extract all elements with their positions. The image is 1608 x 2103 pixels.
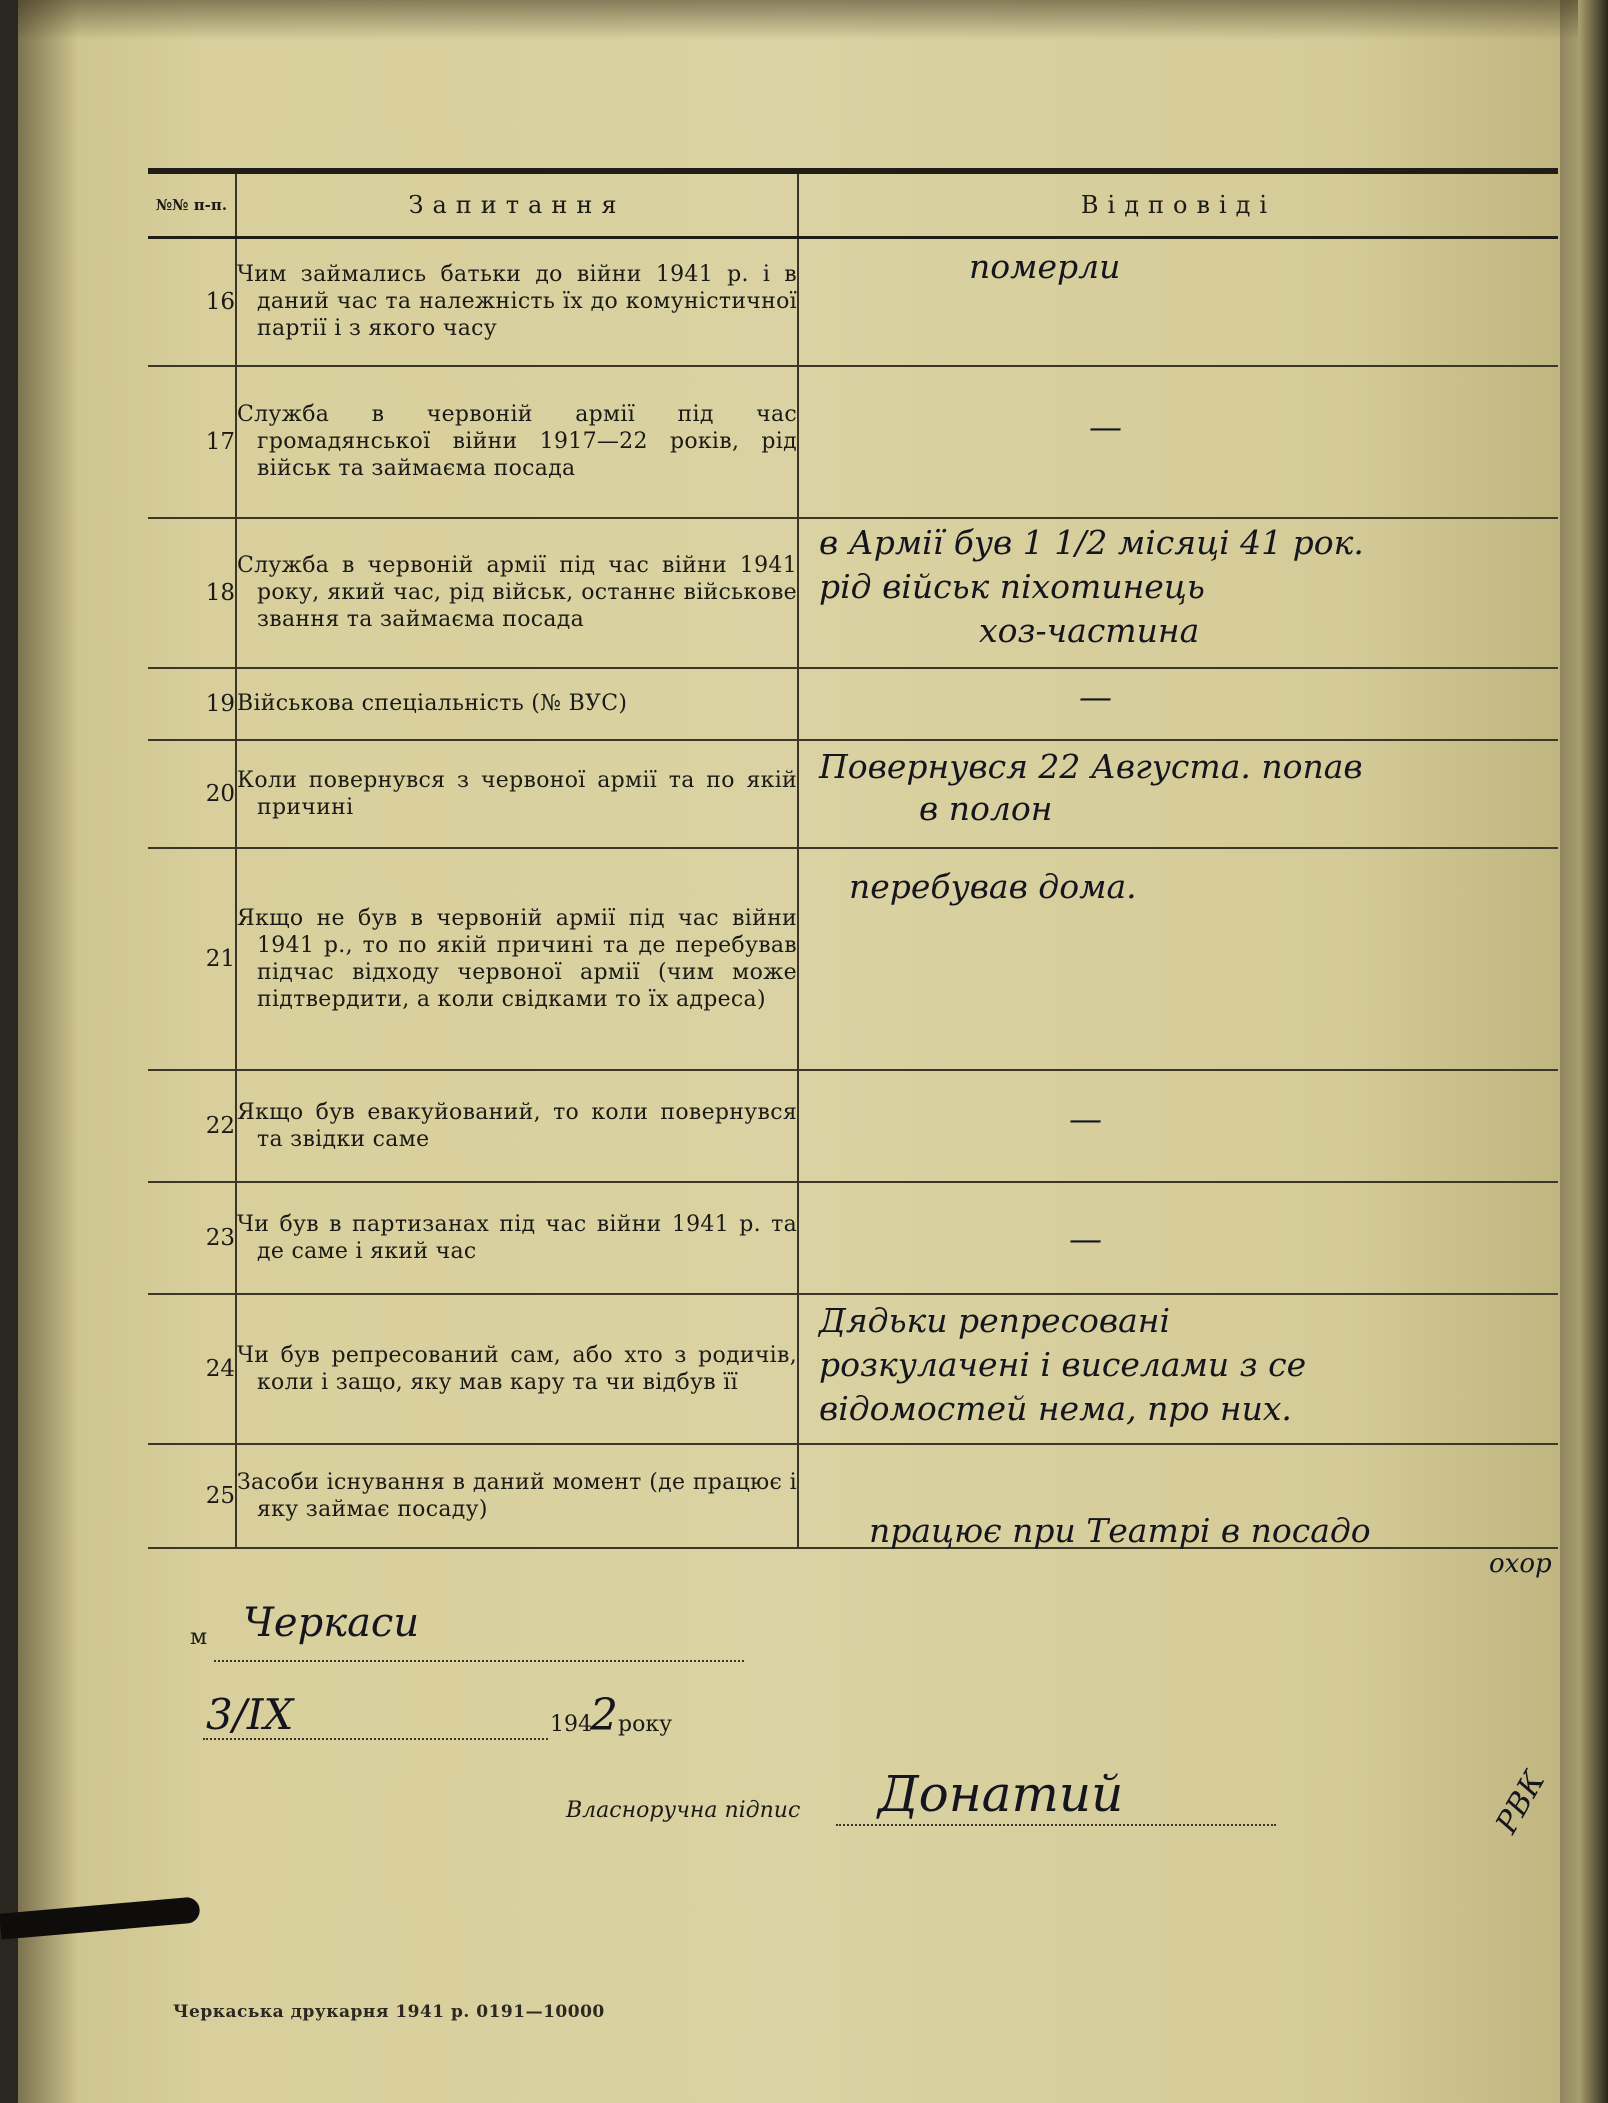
row-number: 17 xyxy=(148,366,236,518)
row-question: Військова спеціальність (№ ВУС) xyxy=(236,668,798,740)
row-question: Чи був в партизанах під час війни 1941 р. та де саме і який час xyxy=(236,1182,798,1294)
table-row xyxy=(148,366,1558,518)
city-label: м xyxy=(190,1625,208,1650)
row-answer xyxy=(798,1294,1558,1444)
city-underline xyxy=(214,1660,744,1662)
row-number: 24 xyxy=(148,1294,236,1444)
row-number: 16 xyxy=(148,238,236,366)
table-row xyxy=(148,740,1558,848)
table-row xyxy=(148,518,1558,668)
row-number: 23 xyxy=(148,1182,236,1294)
handwritten-answer: — xyxy=(1069,1218,1102,1258)
header-number: №№ п-п. xyxy=(148,171,236,238)
handwritten-answer: — xyxy=(1079,676,1112,716)
document-page xyxy=(18,0,1578,2103)
row-answer xyxy=(798,740,1558,848)
row-number: 18 xyxy=(148,518,236,668)
row-answer xyxy=(798,366,1558,518)
year-suffix: року xyxy=(618,1712,673,1737)
table-row xyxy=(148,848,1558,1070)
table-row xyxy=(148,1444,1558,1548)
signature-label: Власноручна підпис xyxy=(566,1798,801,1823)
row-answer xyxy=(798,848,1558,1070)
questionnaire-table xyxy=(148,168,1558,1579)
city-line xyxy=(190,1625,207,1650)
handwritten-date: 3/IX xyxy=(206,1690,294,1739)
handwritten-answer: охор xyxy=(1489,1548,1552,1579)
row-answer xyxy=(798,1182,1558,1294)
row-number: 25 xyxy=(148,1444,236,1548)
row-answer xyxy=(798,668,1558,740)
header-question: Запитання xyxy=(236,171,798,238)
handwritten-answer: Дядьки репресовані xyxy=(819,1300,1171,1340)
handwritten-answer: — xyxy=(1069,1098,1102,1138)
row-question: Служба в червоній армії під час війни 1941 року, який час, рід військ, останнє військове звання та займаєма посада xyxy=(236,518,798,668)
handwritten-answer: працює при Театрі в посадо xyxy=(869,1510,1371,1550)
handwritten-answer: Повернувся 22 Августа. попав xyxy=(819,746,1363,786)
page-edge xyxy=(1560,0,1608,2103)
row-number: 22 xyxy=(148,1070,236,1182)
signature-underline xyxy=(836,1824,1276,1826)
handwritten-answer: перебував дома. xyxy=(849,866,1137,906)
row-number: 19 xyxy=(148,668,236,740)
table-row xyxy=(148,668,1558,740)
row-answer xyxy=(798,238,1558,366)
row-question: Чим займались батьки до війни 1941 р. і в даний час та належність їх до комуністичної партії і з якого часу xyxy=(236,238,798,366)
row-question: Коли повернувся з червоної армії та по якій причині xyxy=(236,740,798,848)
table-row xyxy=(148,1294,1558,1444)
year-prefix: 194 xyxy=(550,1712,592,1737)
row-question: Якщо не був в червоній армії під час війни 1941 р., то по якій причині та де перебував підчас відходу червоної армії (чим може підтвердити, а коли свідками то їх адреса) xyxy=(236,848,798,1070)
row-number: 21 xyxy=(148,848,236,1070)
row-answer xyxy=(798,1444,1558,1579)
row-question: Якщо був евакуйований, то коли повернувся та звідки саме xyxy=(236,1070,798,1182)
row-question: Служба в червоній армії під час громадянської війни 1917—22 років, рід військ та займаєма посада xyxy=(236,366,798,518)
table-row xyxy=(148,1070,1558,1182)
handwritten-city: Черкаси xyxy=(243,1600,420,1646)
table-header xyxy=(148,171,1558,238)
table-row xyxy=(148,1182,1558,1294)
handwritten-answer: розкулачені і виселами з се xyxy=(819,1344,1307,1384)
header-answer: Відповіді xyxy=(1080,191,1277,219)
row-answer xyxy=(798,518,1558,668)
handwritten-answer: в Армії був 1 1/2 місяці 41 рок. xyxy=(819,522,1364,562)
handwritten-answer: померли xyxy=(969,247,1121,286)
row-question: Чи був репресований сам, або хто з родичів, коли і защо, яку мав кару та чи відбув її xyxy=(236,1294,798,1444)
handwritten-answer: в полон xyxy=(919,788,1053,828)
printer-imprint: Черкаська друкарня 1941 р. 0191—10000 xyxy=(173,2002,605,2022)
page-shadow xyxy=(18,0,1578,40)
table-row xyxy=(148,238,1558,366)
margin-mark: РВК xyxy=(1489,1765,1553,1840)
handwritten-answer: рід військ піхотинець xyxy=(819,566,1205,606)
handwritten-answer: відомостей нема, про них. xyxy=(819,1388,1292,1428)
handwritten-answer: — xyxy=(1089,406,1122,446)
row-question: Засоби існування в даний момент (де працює і яку займає посаду) xyxy=(236,1444,798,1548)
handwritten-answer: хоз-частина xyxy=(979,610,1200,650)
row-answer xyxy=(798,1070,1558,1182)
handwritten-year-digit: 2 xyxy=(590,1690,618,1741)
handwritten-signature: Донатий xyxy=(878,1765,1124,1823)
row-number: 20 xyxy=(148,740,236,848)
